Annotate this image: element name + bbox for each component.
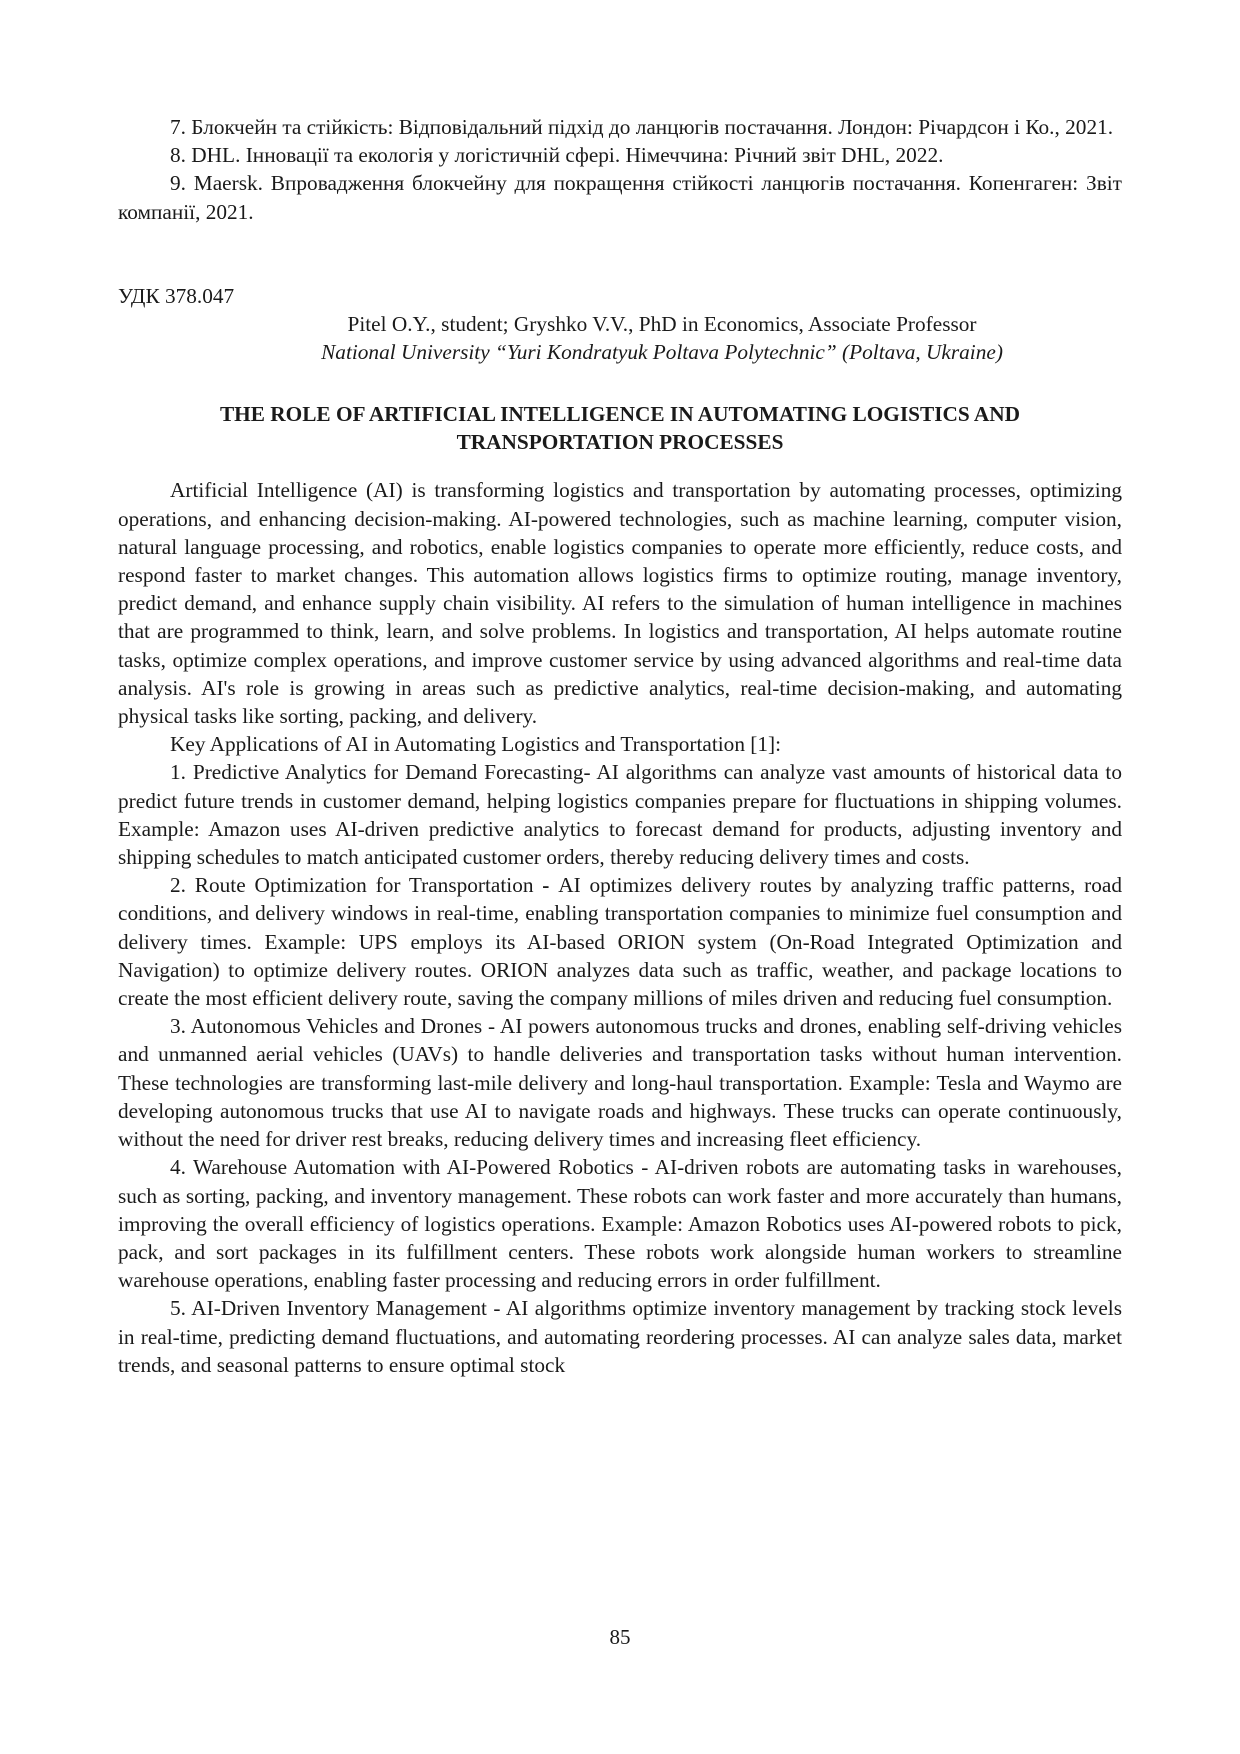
authors-line: Pitel O.Y., student; Gryshko V.V., PhD in Economics, Associate Professor — [347, 312, 977, 337]
item-2-body: AI optimizes delivery routes by analyzing traffic patterns, road conditions, and delivery windows in real-time, enabling transportation companies to minimize fuel consumption and delivery times. Example: UPS employs its AI-based ORION system (On-Road Integrated Optimization and Navigation) to optimize delivery routes. ORION analyzes data such as traffic, weather, and package locations to create the most efficient delivery route, saving the company millions of miles driven and reducing fuel consumption. — [118, 873, 1122, 1011]
intro-paragraph: Artificial Intelligence (AI) is transforming logistics and transportation by automating processes, optimizing operations, and enhancing decision-making. AI-powered technologies, such as machine learning, computer vision, natural language processing, and robotics, enable logistics companies to operate more efficiently, reduce costs, and respond faster to market changes. This automation allows logistics firms to optimize routing, manage inventory, predict demand, and enhance supply chain visibility. AI refers to the simulation of human intelligence in machines that are programmed to think, learn, and solve problems. In logistics and transportation, AI helps automate routine tasks, optimize complex operations, and improve customer service by using advanced algorithms and real-time data analysis. AI's role is growing in areas such as predictive analytics, real-time decision-making, and automating physical tasks like sorting, packing, and delivery. — [118, 478, 1122, 729]
reference-item: 8. DHL. Інновації та екологія у логістичній сфері. Німеччина: Річний звіт DHL, 2022. — [170, 143, 944, 168]
title-line-1: THE ROLE OF ARTIFICIAL INTELLIGENCE IN AUTOMATING LOGISTICS AND — [219, 402, 1021, 427]
affiliation-line: National University “Yuri Kondratyuk Poltava Polytechnic” (Poltava, Ukraine) — [321, 340, 1003, 365]
application-item-2 — [118, 871, 1122, 1012]
application-item-5: 5. AI-Driven Inventory Management - AI algorithms optimize inventory management by tracking stock levels in real-time, predicting demand fluctuations, and automating reordering processes. AI can analyze sales data, market trends, and seasonal patterns to ensure optimal stock — [118, 1296, 1122, 1377]
application-item-1: 1. Predictive Analytics for Demand Forecasting- AI algorithms can analyze vast amounts of historical data to predict future trends in customer demand, helping logistics companies prepare for fluctuations in shipping volumes. Example: Amazon uses AI-driven predictive analytics to forecast demand for products, adjusting inventory and shipping schedules to match anticipated customer orders, thereby reducing delivery times and costs. — [118, 760, 1122, 870]
item-2-dash: - — [533, 873, 559, 898]
item-2-head: 2. Route Optimization for Transportation — [170, 873, 534, 898]
page-number: 85 — [609, 1625, 631, 1649]
reference-item: 7. Блокчейн та стійкість: Відповідальний підхід до ланцюгів постачання. Лондон: Річардсон і Ко., 2021. — [170, 115, 1114, 139]
key-applications-heading: Key Applications of AI in Automating Logistics and Transportation [1]: — [170, 732, 782, 757]
article-title — [118, 400, 1122, 456]
article-body — [118, 476, 1122, 1379]
reference-item: 9. Maersk. Впровадження блокчейну для покращення стійкості ланцюгів постачання. Копенгаген: Звіт компанії, 2021. — [118, 171, 1122, 224]
application-item-3: 3. Autonomous Vehicles and Drones - AI powers autonomous trucks and drones, enabling self-driving vehicles and unmanned aerial vehicles (UAVs) to handle deliveries and transportation tasks without human intervention. These technologies are transforming last-mile delivery and long-haul transportation. Example: Tesla and Waymo are developing autonomous trucks that use AI to navigate roads and highways. These trucks can operate continuously, without the need for driver rest breaks, reducing delivery times and increasing fleet efficiency. — [118, 1014, 1122, 1152]
page-content — [118, 113, 1122, 1379]
reference-list — [118, 113, 1122, 226]
title-line-2: TRANSPORTATION PROCESSES — [456, 430, 784, 455]
udc-code: УДК 378.047 — [118, 283, 235, 308]
application-item-4: 4. Warehouse Automation with AI-Powered Robotics - AI-driven robots are automating tasks in warehouses, such as sorting, packing, and inventory management. These robots can work faster and more accurately than humans, improving the overall efficiency of logistics operations. Example: Amazon Robotics uses AI-powered robots to pick, pack, and sort packages in its fulfillment centers. These robots work alongside human workers to streamline warehouse operations, enabling faster processing and reducing errors in order fulfillment. — [118, 1155, 1122, 1293]
